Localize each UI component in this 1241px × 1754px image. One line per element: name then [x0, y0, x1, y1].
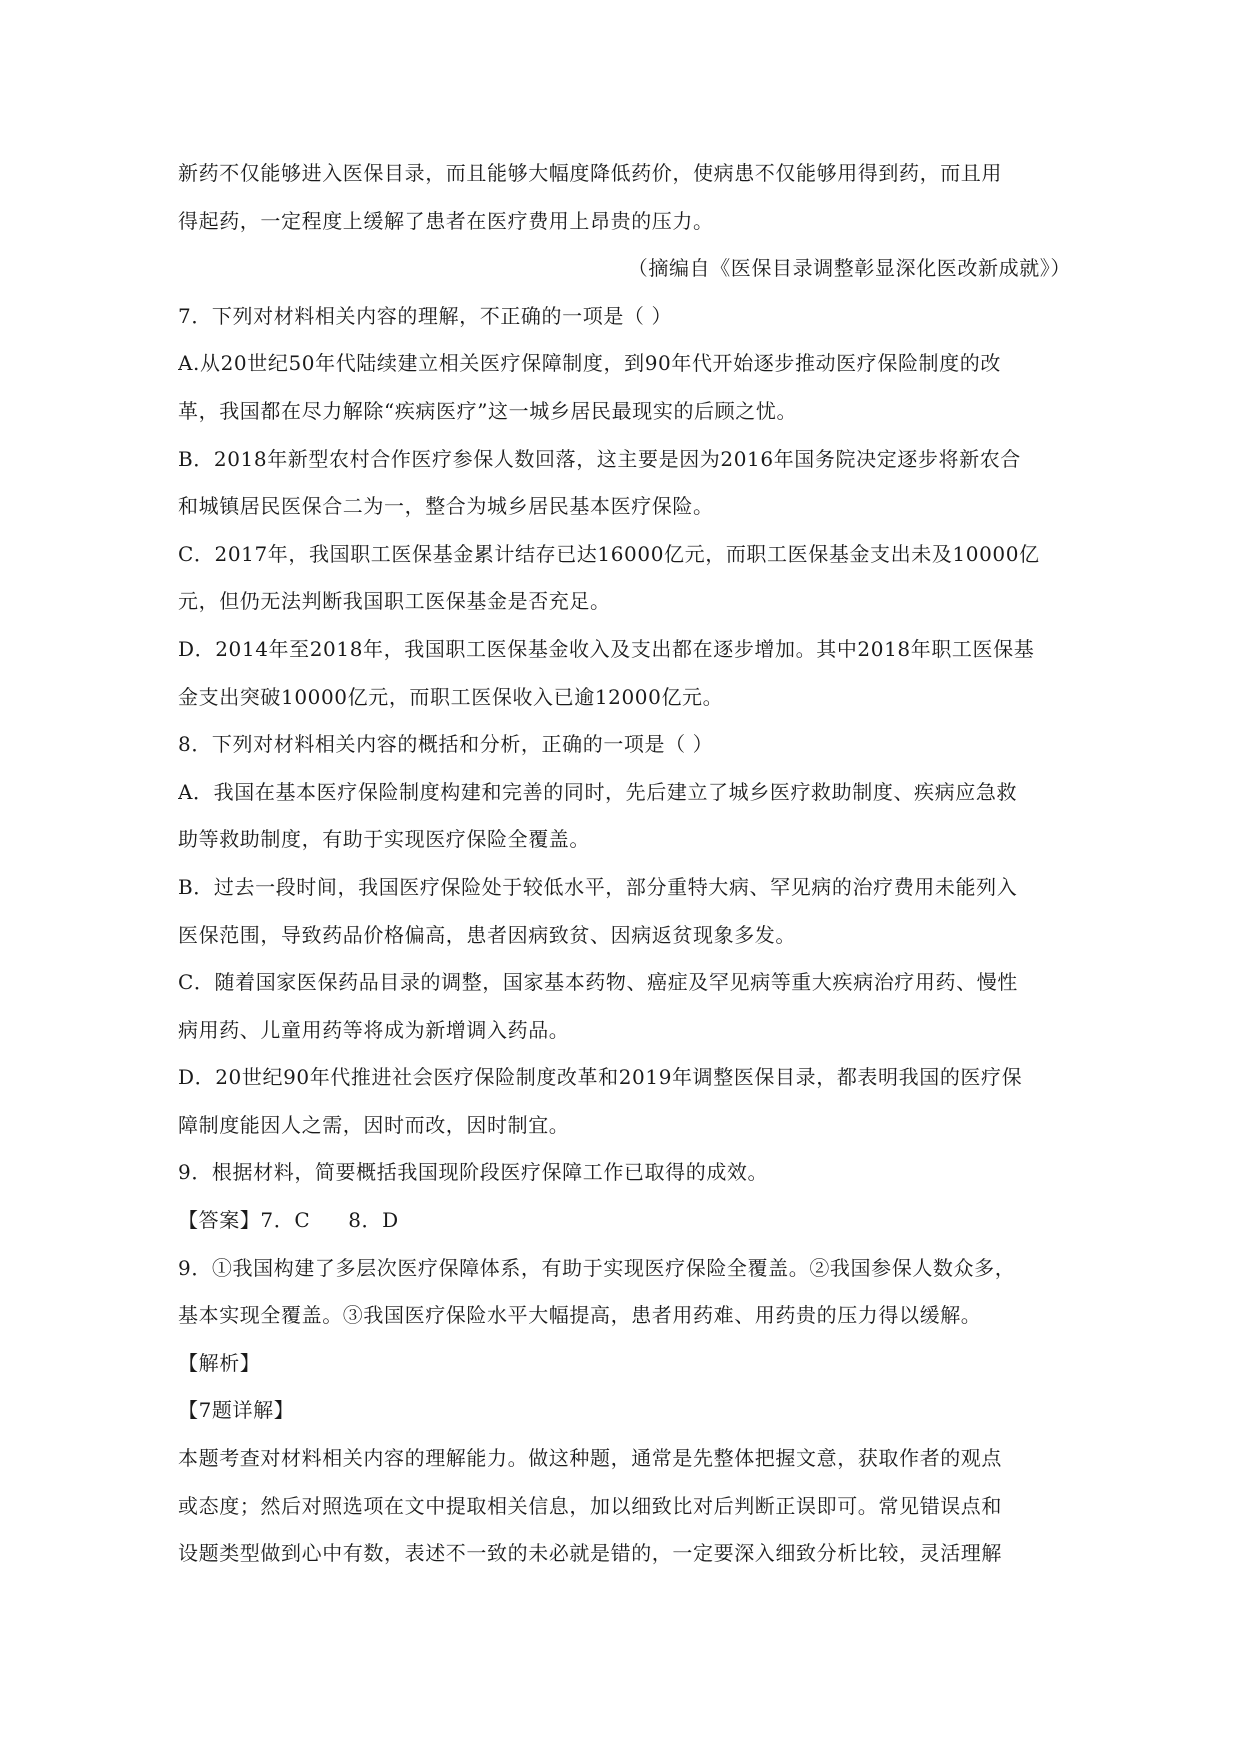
text-line: 新药不仅能够进入医保目录，而且能够大幅度降低药价，使病患不仅能够用得到药，而且用	[178, 161, 1002, 185]
question-7: 7．下列对材料相关内容的理解，不正确的一项是（ ）	[178, 303, 673, 328]
answer-label: 【答案】	[178, 1208, 261, 1233]
option-8a-line1: A．我国在基本医疗保险制度构建和完善的同时，先后建立了城乡医疗救助制度、疾病应急救	[178, 779, 1018, 804]
option-7a-line2: 革，我国都在尽力解除“疾病医疗”这一城乡居民最现实的后顾之忧。	[178, 398, 798, 423]
question-9: 9．根据材料，简要概括我国现阶段医疗保障工作已取得的成效。	[178, 1160, 769, 1185]
option-7c-line2: 元，但仍无法判断我国职工医保基金是否充足。	[178, 589, 611, 614]
option-7d-line2: 金支出突破10000亿元，而职工医保收入已逾12000亿元。	[178, 684, 724, 709]
analysis-text-line2: 或态度；然后对照选项在文中提取相关信息，加以细致比对后判断正误即可。常见错误点和	[178, 1493, 1002, 1518]
answer-9-line1: 9．①我国构建了多层次医疗保障体系，有助于实现医疗保险全覆盖。②我国参保人数众多，	[178, 1255, 1016, 1280]
analysis-text-line1: 本题考查对材料相关内容的理解能力。做这种题，通常是先整体把握文意，获取作者的观点	[178, 1446, 1002, 1471]
document-page	[178, 150, 1073, 1578]
option-7b-line2: 和城镇居民医保合二为一，整合为城乡居民基本医疗保险。	[178, 494, 714, 519]
answer-row	[178, 1197, 1073, 1245]
option-7a-line1: A.从20世纪50年代陆续建立相关医疗保障制度，到90年代开始逐步推动医疗保险制度的改	[178, 351, 1001, 376]
option-8c-line2: 病用药、儿童用药等将成为新增调入药品。	[178, 1017, 570, 1042]
option-7c-line1: C．2017年，我国职工医保基金累计结存已达16000亿元，而职工医保基金支出未及10000亿	[178, 541, 1040, 566]
option-8d-line2: 障制度能因人之需，因时而改，因时制宜。	[178, 1112, 570, 1137]
answer-9-line2: 基本实现全覆盖。③我国医疗保险水平大幅提高，患者用药难、用药贵的压力得以缓解。	[178, 1303, 982, 1328]
source-citation: （摘编自《医保目录调整彰显深化医改新成就》）	[627, 256, 1071, 281]
text-line: 得起药，一定程度上缓解了患者在医疗费用上昂贵的压力。	[178, 208, 714, 233]
option-7d-line1: D．2014年至2018年，我国职工医保基金收入及支出都在逐步增加。其中2018年职工医保基	[178, 636, 1035, 661]
question-8: 8．下列对材料相关内容的概括和分析，正确的一项是（ ）	[178, 732, 714, 757]
analysis-text-line3: 设题类型做到心中有数，表述不一致的未必就是错的，一定要深入细致分析比较，灵活理解	[178, 1541, 1002, 1566]
option-7b-line1: B．2018年新型农村合作医疗参保人数回落，这主要是因为2016年国务院决定逐步将新农合	[178, 446, 1021, 471]
option-8c-line1: C．随着国家医保药品目录的调整，国家基本药物、癌症及罕见病等重大疾病治疗用药、慢性	[178, 970, 1018, 995]
analysis-heading: 【解析】	[178, 1350, 261, 1375]
q7-detail-heading: 【7题详解】	[178, 1398, 295, 1423]
option-8d-line1: D．20世纪90年代推进社会医疗保险制度改革和2019年调整医保目录，都表明我国的医疗保	[178, 1065, 1023, 1090]
answer-q7: 7．C	[260, 1208, 311, 1233]
answer-q8: 8．D	[348, 1208, 399, 1233]
option-8a-line2: 助等救助制度，有助于实现医疗保险全覆盖。	[178, 827, 590, 852]
option-8b-line1: B．过去一段时间，我国医疗保险处于较低水平，部分重特大病、罕见病的治疗费用未能列入	[178, 874, 1018, 899]
option-8b-line2: 医保范围，导致药品价格偏高，患者因病致贫、因病返贫现象多发。	[178, 922, 796, 947]
